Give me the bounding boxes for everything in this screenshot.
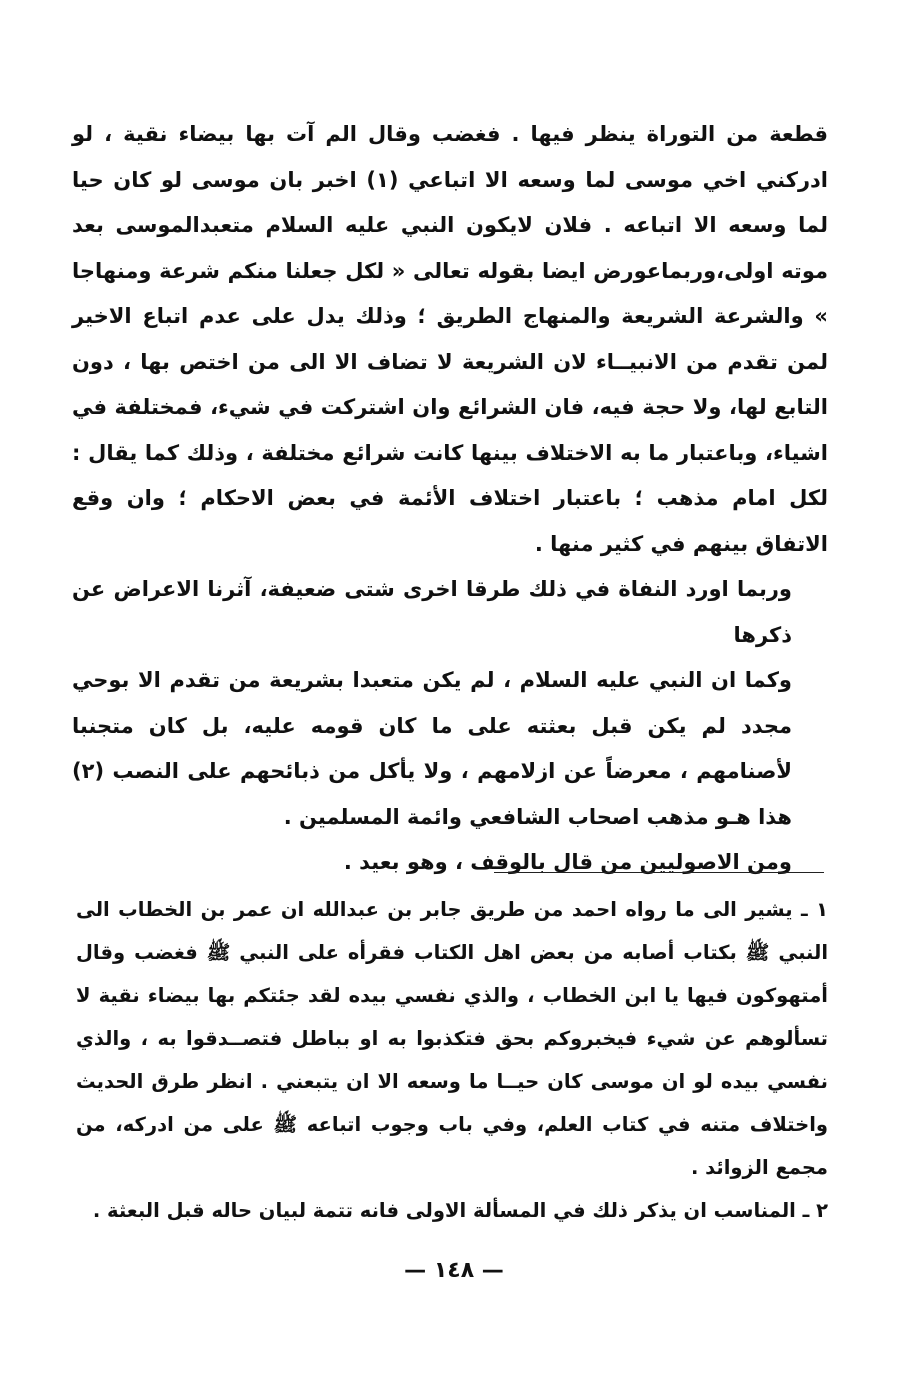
- footnotes: [76, 888, 828, 1232]
- footnote-1: ١ ـ يشير الى ما رواه احمد من طريق جابر بن عبدالله ان عمر بن الخطاب الى النبي ﷺ بكتاب أصابه من بعض اهل الكتاب فقرأه على النبي ﷺ فغضب وقال أمتهوكون فيها يا ابن الخطاب ، والذي نفسي بيده لقد جئتكم بها بيضاء نقية لا تسألوهم عن شيء فيخبروكم بحق فتكذبوا به او بباطل فتصــدقوا به ، والذي نفسي بيده لو ان موسى كان حيــا ما وسعه الا ان يتبعني . انظر طرق الحديث واختلاف متنه في كتاب العلم، وفي باب وجوب اتباعه ﷺ على من ادركه، من مجمع الزوائد .: [76, 898, 828, 1179]
- page-number: — ١٤٨ —: [404, 1258, 504, 1283]
- paragraph-3: وكما ان النبي عليه السلام ، لم يكن متعبدا بشريعة من تقدم الا بوحي مجدد لم يكن قبل بعثته على ما كان قومه عليه، بل كان متجنبا لأصنامهم ، معرضاً عن ازلامهم ، ولا يأكل من ذبائحهم على النصب (٢) هذا هـو مذهب اصحاب الشافعي وائمة المسلمين .: [72, 668, 792, 829]
- footnote-2: ٢ ـ المناسب ان يذكر ذلك في المسألة الاولى فانه تتمة لبيان حاله قبل البعثة .: [92, 1199, 828, 1222]
- footnote-divider: [494, 872, 824, 873]
- paragraph-1: قطعة من التوراة ينظر فيها . فغضب وقال الم آت بها بيضاء نقية ، لو ادركني اخي موسى لما وسعه الا اتباعي (١) اخبر بان موسى لو كان حيا لما وسعه الا اتباعه . فلان لايكون النبي عليه السلام متعبدالموسى بعد موته اولى،وربماعورض ايضا بقوله تعالى « لكل جعلنا منكم شرعة ومنهاجا » والشرعة الشريعة والمنهاج الطريق ؛ وذلك يدل على عدم اتباع الاخير لمن تقدم من الانبيــاء لان الشريعة لا تضاف الا الى من اختص بها ، دون التابع لها، ولا حجة فيه، فان الشرائع وان اشتركت في شيء، فمختلفة في اشياء، وباعتبار ما به الاختلاف بينها كانت شرائع مختلفة ، وذلك كما يقال : لكل امام مذهب ؛ باعتبار اختلاف الأئمة في بعض الاحكام ؛ وان وقع الاتفاق بينهم في كثير منها .: [72, 122, 829, 556]
- main-text: [72, 112, 828, 886]
- paragraph-2: وربما اورد النفاة في ذلك طرقا اخرى شتى ضعيفة، آثرنا الاعراض عن ذكرها: [72, 577, 792, 647]
- paragraph-4: ومن الاصوليين من قال بالوقف ، وهو بعيد .: [343, 850, 792, 874]
